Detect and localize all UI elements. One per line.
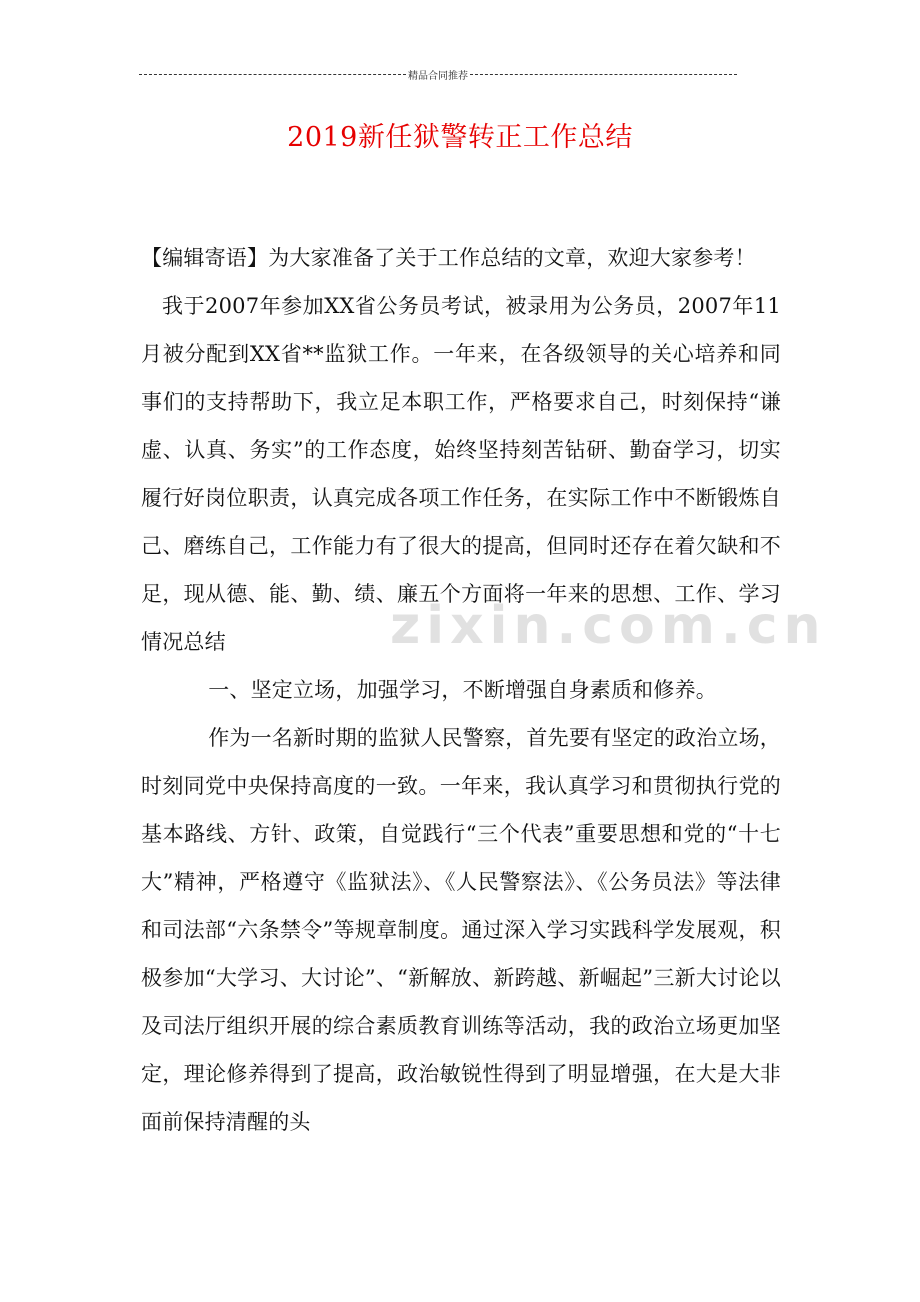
section-heading-1: 一、坚定立场，加强学习，不断增强自身素质和修养。 (208, 678, 717, 702)
paragraph-section-1: 作为一名新时期的监狱人民警察，首先要有坚定的政治立场，时刻同党中央保持高度的一致。一年来，我认真学习和贯彻执行党的基本路线、方针、政策，自觉践行“三个代表”重要思想和党的“十七大”精神，严格遵守《监狱法》、《人民警察法》、《公务员法》等法律和司法部“六条禁令”等规章制度。通过深入学习实践科学发展观，积极参加“大学习、大讨论”、“新解放、新跨越、新崛起”三新大讨论以及司法厅组织开展的综合素质教育训练等活动，我的政治立场更加坚定，理论修养得到了提高，政治敏锐性得到了明显增强，在大是大非面前保持清醒的头 (141, 726, 781, 1134)
header-dash-right (470, 74, 737, 75)
header-dash-left (139, 74, 406, 75)
document-title: 2019新任狱警转正工作总结 (287, 122, 633, 153)
header-rule (139, 66, 737, 82)
header-label: 精品合同推荐 (408, 70, 468, 82)
watermark: zixin.com.cn (390, 596, 827, 656)
paragraph-editor-note: 【编辑寄语】为大家准备了关于工作总结的文章，欢迎大家参考！ (141, 246, 756, 270)
document-body (141, 234, 781, 1146)
paragraph-intro: 我于2007年参加XX省公务员考试，被录用为公务员，2007年11月被分配到XX省**监狱工作。一年来，在各级领导的关心培养和同事们的支持帮助下，我立足本职工作，严格要求自己，时刻保持“谦虚、认真、务实”的工作态度，始终坚持刻苦钻研、勤奋学习，切实履行好岗位职责，认真完成各项工作任务，在实际工作中不断锻炼自己、磨练自己，工作能力有了很大的提高，但同时还存在着欠缺和不足，现从德、能、勤、绩、廉五个方面将一年来的思想、工作、学习情况总结 (141, 294, 781, 654)
